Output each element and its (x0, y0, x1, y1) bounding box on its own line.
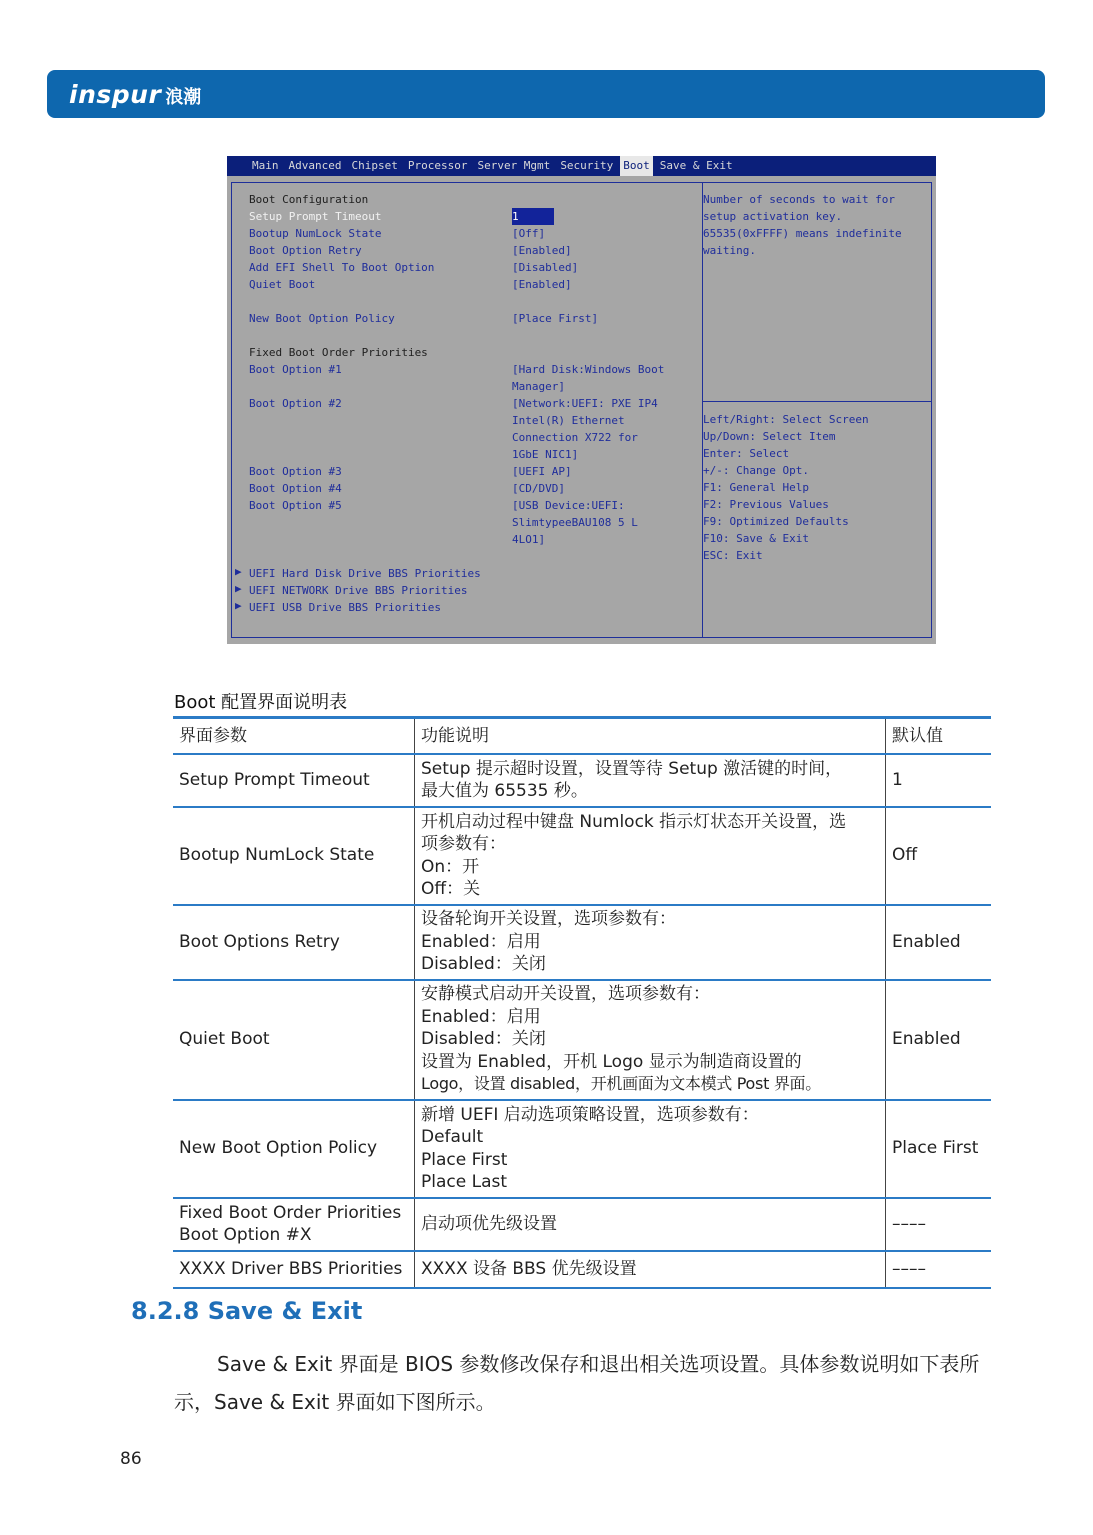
desc-line: Logo，设置 disabled，开机画面为文本模式 Post 界面。 (421, 1074, 821, 1094)
page-number: 86 (120, 1449, 142, 1469)
bios-boot-option-value[interactable]: 4LO1] (512, 533, 546, 546)
bios-setting-value[interactable] (512, 208, 554, 225)
bios-submenu-item[interactable]: UEFI USB Drive BBS Priorities (249, 601, 442, 614)
bios-tab-server-mgmt[interactable]: Server Mgmt (477, 159, 551, 172)
bios-boot-option-value[interactable]: 1GbE NIC1] (512, 448, 579, 461)
table-row (173, 1198, 991, 1251)
bios-tab-processor[interactable]: Processor (407, 159, 468, 172)
section-heading: 8.2.8 Save & Exit (131, 1297, 363, 1325)
param-cell (173, 905, 415, 980)
param-cell (173, 1198, 415, 1251)
param-line: Quiet Boot (179, 1029, 270, 1050)
param-line: New Boot Option Policy (179, 1138, 378, 1159)
bios-boot-option-label[interactable]: Boot Option #3 (249, 465, 342, 478)
desc-line: Place First (421, 1149, 508, 1170)
bios-setting-value[interactable]: [Place First] (512, 312, 599, 325)
bios-key-help: F2: Previous Values (703, 498, 829, 511)
header-banner (47, 70, 1045, 118)
bios-menu-bar (227, 156, 936, 176)
desc-line: Off：关 (421, 879, 481, 899)
param-line: Setup Prompt Timeout (179, 769, 370, 790)
submenu-arrow-icon: ▶ (235, 599, 242, 612)
bios-submenu-item[interactable]: UEFI NETWORK Drive BBS Priorities (249, 584, 468, 597)
bios-key-help: +/-: Change Opt. (703, 464, 809, 477)
param-line: Bootup NumLock State (179, 845, 375, 866)
bios-boot-option-label[interactable]: Boot Option #2 (249, 397, 342, 410)
bios-boot-option-value[interactable]: [USB Device:UEFI: (512, 499, 625, 512)
desc-line: Place Last (421, 1172, 508, 1192)
bios-submenu-item[interactable]: UEFI Hard Disk Drive BBS Priorities (249, 567, 481, 580)
bios-key-help: Up/Down: Select Item (703, 430, 836, 443)
desc-cell (415, 905, 886, 980)
bios-tab-main[interactable]: Main (252, 159, 279, 172)
table-row (173, 1251, 991, 1288)
bios-boot-option-value[interactable]: Intel(R) Ethernet (512, 414, 625, 427)
bios-boot-option-value[interactable]: [Hard Disk:Windows Boot (512, 363, 665, 376)
bios-help-text: waiting. (703, 244, 756, 257)
bios-key-help: Left/Right: Select Screen (703, 413, 869, 426)
bios-screen (227, 156, 936, 644)
brand-cn: 浪潮 (165, 86, 202, 108)
bios-key-help: Enter: Select (703, 447, 790, 460)
bios-boot-option-label[interactable]: Boot Option #5 (249, 499, 342, 512)
table-row (173, 905, 991, 980)
desc-cell (415, 1198, 886, 1251)
param-cell (173, 754, 415, 807)
desc-line: Enabled：启用 (421, 931, 541, 952)
bios-setting-label[interactable]: New Boot Option Policy (249, 312, 395, 325)
bios-section-title: Boot Configuration (249, 193, 369, 206)
default-cell: –––– (886, 1251, 992, 1288)
desc-line: Default (421, 1127, 484, 1147)
default-cell: Enabled (886, 980, 992, 1100)
default-cell: –––– (886, 1198, 992, 1251)
bios-help-text: setup activation key. (703, 210, 843, 223)
desc-line: Disabled：关闭 (421, 1029, 546, 1050)
header-default: 默认值 (886, 718, 992, 754)
bios-tab-security[interactable]: Security (560, 159, 614, 172)
desc-cell (415, 1100, 886, 1198)
bios-boot-option-label[interactable]: Boot Option #1 (249, 363, 342, 376)
desc-line: 开机启动过程中键盘 Numlock 指示灯状态开关设置，选 (421, 811, 847, 832)
bios-tab-boot[interactable]: Boot (620, 156, 653, 176)
bios-setting-label[interactable]: Quiet Boot (249, 278, 316, 291)
bios-setting-label[interactable]: Boot Option Retry (249, 244, 362, 257)
desc-cell (415, 980, 886, 1100)
param-line: Boot Option #X (179, 1225, 312, 1245)
desc-line: 最大值为 65535 秒。 (421, 781, 588, 801)
desc-line: On：开 (421, 856, 480, 877)
bios-tab-advanced[interactable]: Advanced (288, 159, 342, 172)
paragraph-text: Save & Exit 界面是 BIOS 参数修改保存和退出相关选项设置。具体参数说明如下表所示，Save & Exit 界面如下图所示。 (174, 1352, 980, 1414)
default-cell: Place First (886, 1100, 992, 1198)
desc-line: 项参数有： (421, 834, 506, 854)
inspur-logo (69, 80, 201, 109)
bios-help-divider (702, 401, 931, 402)
bios-key-help: F9: Optimized Defaults (703, 515, 849, 528)
param-cell (173, 980, 415, 1100)
bios-setting-value[interactable]: [Disabled] (512, 261, 579, 274)
bios-frame (231, 182, 932, 638)
bios-setting-value[interactable]: [Enabled] (512, 278, 572, 291)
bios-setting-label[interactable]: Setup Prompt Timeout (249, 210, 382, 223)
bios-setting-value[interactable]: [Off] (512, 227, 546, 240)
desc-line: Enabled：启用 (421, 1006, 541, 1027)
submenu-arrow-icon: ▶ (235, 582, 242, 595)
desc-line: 设置为 Enabled，开机 Logo 显示为制造商设置的 (421, 1051, 802, 1072)
bios-key-help: F10: Save & Exit (703, 532, 809, 545)
bios-tab-save-exit[interactable]: Save & Exit (659, 159, 733, 172)
desc-line: Setup 提示超时设置，设置等待 Setup 激活键的时间， (421, 758, 843, 779)
desc-line: 设备轮询开关设置，选项参数有： (421, 909, 676, 930)
param-cell (173, 1251, 415, 1288)
bios-boot-option-value[interactable]: Connection X722 for (512, 431, 638, 444)
boot-parameter-table (173, 716, 991, 1289)
default-cell: 1 (886, 754, 992, 807)
bios-tab-chipset[interactable]: Chipset (351, 159, 398, 172)
bios-boot-option-value[interactable]: [Network:UEFI: PXE IP4 (512, 397, 658, 410)
header-param: 界面参数 (173, 718, 415, 754)
bios-boot-option-value[interactable]: [CD/DVD] (512, 482, 565, 495)
bios-key-help: F1: General Help (703, 481, 809, 494)
submenu-arrow-icon: ▶ (235, 565, 242, 578)
desc-cell (415, 754, 886, 807)
table-row (173, 980, 991, 1100)
bios-fixed-order-title: Fixed Boot Order Priorities (249, 346, 428, 359)
param-line: Boot Options Retry (179, 931, 340, 952)
section-paragraph (174, 1345, 984, 1421)
bios-key-help: ESC: Exit (703, 549, 763, 562)
desc-cell (415, 807, 886, 905)
table-header-row (173, 718, 991, 754)
table-title: Boot 配置界面说明表 (174, 692, 348, 713)
header-desc: 功能说明 (415, 718, 886, 754)
selected-value[interactable]: 1 (512, 208, 554, 225)
param-line: XXXX Driver BBS Priorities (179, 1258, 403, 1279)
desc-line: XXXX 设备 BBS 优先级设置 (421, 1258, 637, 1279)
desc-line: 安静模式启动开关设置，选项参数有： (421, 984, 710, 1005)
bios-boot-option-label[interactable]: Boot Option #4 (249, 482, 342, 495)
default-cell: Off (886, 807, 992, 905)
bios-setting-value[interactable]: [Enabled] (512, 244, 572, 257)
brand-latin: inspur (69, 79, 162, 109)
desc-cell (415, 1251, 886, 1288)
desc-line: Disabled：关闭 (421, 954, 546, 975)
default-cell: Enabled (886, 905, 992, 980)
bios-help-text: Number of seconds to wait for (703, 193, 896, 206)
param-cell (173, 1100, 415, 1198)
bios-setting-label[interactable]: Add EFI Shell To Boot Option (249, 261, 435, 274)
param-cell (173, 807, 415, 905)
bios-boot-option-value[interactable]: SlimtypeeBAU108 5 L (512, 516, 638, 529)
desc-line: 新增 UEFI 启动选项策略设置，选项参数有： (421, 1104, 759, 1125)
bios-boot-option-value[interactable]: [UEFI AP] (512, 465, 572, 478)
table-row (173, 807, 991, 905)
desc-line: 启动项优先级设置 (421, 1213, 557, 1234)
table-row (173, 754, 991, 807)
param-line: Fixed Boot Order Priorities (179, 1202, 402, 1223)
table-row (173, 1100, 991, 1198)
bios-setting-label[interactable]: Bootup NumLock State (249, 227, 382, 240)
bios-help-text: 65535(0xFFFF) means indefinite (703, 227, 902, 240)
bios-boot-option-value[interactable]: Manager] (512, 380, 565, 393)
